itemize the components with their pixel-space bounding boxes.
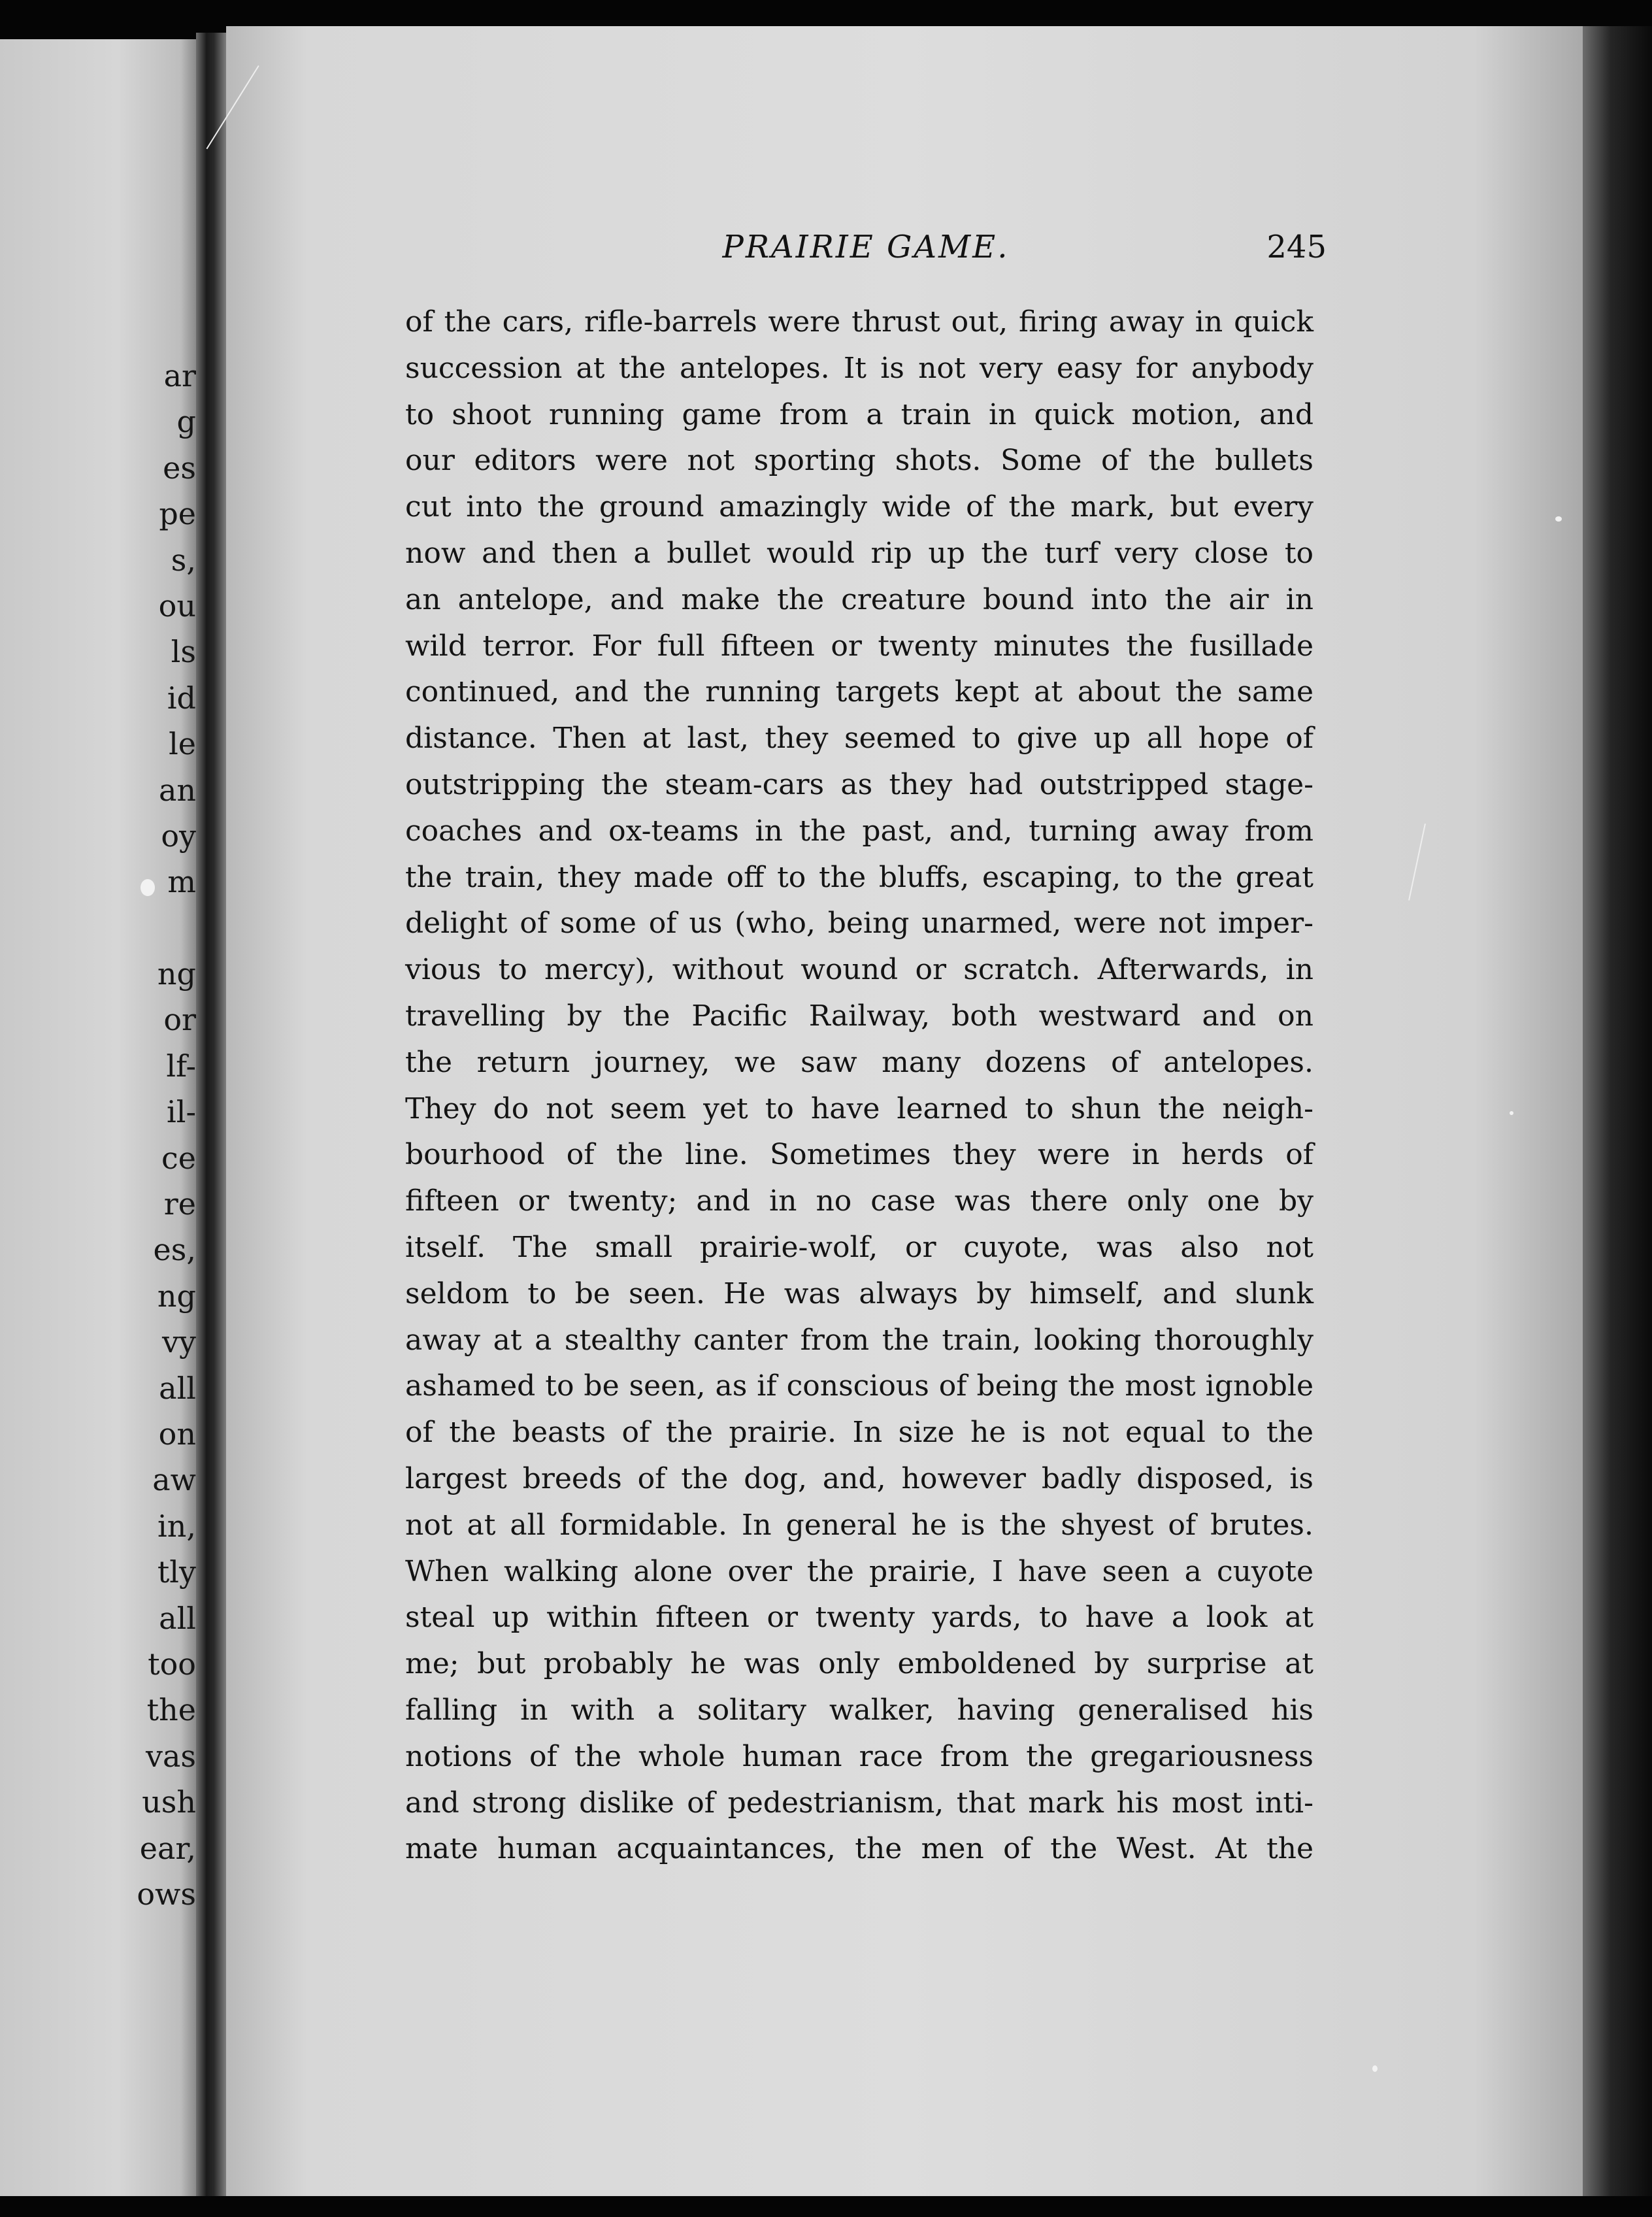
facing-page-fragment: le [169,726,196,762]
facing-page-fragment: es, [153,1232,196,1268]
facing-page-fragment: ush [142,1784,196,1820]
body-line: seldom to be seen. He was always by himself, and slunk [405,1276,1313,1310]
facing-page-fragment: oy [161,818,196,854]
body-line: now and then a bullet would rip up the turf very close to [405,536,1313,570]
body-line: me; but probably he was only emboldened by surprise at [405,1647,1313,1681]
facing-page-fragment: ce [161,1140,196,1176]
body-line: continued, and the running targets kept at about the same [405,675,1313,709]
body-line: succession at the antelopes. It is not very easy for anybody [405,351,1313,385]
body-line: largest breeds of the dog, and, however badly disposed, is [405,1461,1313,1495]
facing-page-left [0,39,196,2196]
book-gutter [196,33,226,2196]
facing-page-fragment: ng [157,1278,196,1314]
running-head [405,229,1327,275]
facing-page-fragment: tly [157,1554,196,1590]
body-line: distance. Then at last, they seemed to give up all hope of [405,722,1313,756]
body-line: cut into the ground amazingly wide of the mark, but every [405,490,1313,524]
body-line: coaches and ox-teams in the past, and, turning away from [405,814,1313,848]
facing-page-fragment: too [148,1646,196,1682]
running-head-title: PRAIRIE GAME. [722,229,1010,265]
facing-page-fragment: ng [157,956,196,992]
body-line: They do not seem yet to have learned to shun the neigh- [405,1092,1313,1125]
facing-page-fragment: ls [171,634,196,670]
body-line: our editors were not sporting shots. Some of the bullets [405,444,1313,478]
facing-page-fragment: ar [163,358,196,393]
facing-page-fragment: vas [145,1738,196,1774]
facing-page-fragment: s, [171,542,196,578]
facing-page-fragment: ou [158,588,196,624]
body-line: itself. The small prairie-wolf, or cuyote, was also not [405,1230,1313,1264]
body-line: the train, they made off to the bluffs, escaping, to the great [405,860,1313,894]
facing-page-fragment: re [163,1186,196,1222]
body-line: not at all formidable. In general he is the shyest of brutes. [405,1508,1313,1542]
body-line: steal up within fifteen or twenty yards, to have a look at [405,1601,1313,1635]
body-line: wild terror. For full fifteen or twenty minutes the fusillade [405,629,1313,663]
facing-page-fragment: pe [159,496,196,532]
body-line: falling in with a solitary walker, having generalised his [405,1693,1313,1727]
body-line: bourhood of the line. Sometimes they were in herds of [405,1138,1313,1172]
body-line: ashamed to be seen, as if conscious of being the most ignoble [405,1369,1313,1403]
body-line: of the cars, rifle-barrels were thrust out, firing away in quick [405,305,1313,339]
scan-speck [1510,1111,1513,1115]
body-line: travelling by the Pacific Railway, both westward and on [405,999,1313,1033]
body-line: the return journey, we saw many dozens of antelopes. [405,1045,1313,1079]
body-text [405,299,1313,1873]
facing-page-fragment: the [146,1692,196,1728]
facing-page-fragment: id [167,680,196,716]
body-line: an antelope, and make the creature bound into the air in [405,582,1313,616]
facing-page-fragment: an [158,772,196,808]
scan-speck [140,879,155,896]
body-line: to shoot running game from a train in quick motion, and [405,397,1313,431]
body-line: outstripping the steam-cars as they had outstripped stage- [405,767,1313,801]
facing-page-fragment: es [163,450,196,486]
body-line: notions of the whole human race from the gregariousness [405,1739,1313,1773]
body-line: of the beasts of the prairie. In size he is not equal to the [405,1416,1313,1450]
body-line: vious to mercy), without wound or scratch. Afterwards, in [405,953,1313,987]
facing-page-fragment: ows [137,1876,196,1912]
facing-page-fragment: aw [152,1462,196,1498]
body-line: When walking alone over the prairie, I have seen a cuyote [405,1554,1313,1588]
facing-page-fragment: m [167,864,196,900]
page-edge-shadow [1583,26,1652,2196]
body-line: delight of some of us (who, being unarmed, were not imper- [405,907,1313,941]
body-line: away at a stealthy canter from the train, looking thoroughly [405,1323,1313,1357]
body-line: fifteen or twenty; and in no case was there only one by [405,1184,1313,1218]
facing-page-fragment: vy [162,1324,196,1360]
facing-page-fragment: in, [157,1508,196,1544]
page-number: 245 [1266,229,1327,265]
facing-page-fragment: g [176,404,196,440]
facing-page-fragment: or [163,1002,196,1038]
body-line: mate human acquaintances, the men of the West. At the [405,1832,1313,1866]
facing-page-fragment: all [159,1370,196,1406]
scan-speck [1555,516,1562,522]
facing-page-fragment: all [159,1600,196,1636]
facing-page-fragment: il- [167,1094,196,1130]
facing-page-text-fragments [137,353,196,1917]
scan-speck [1372,2065,1378,2072]
facing-page-fragment: ear, [139,1830,196,1866]
facing-page-fragment: lf- [166,1048,196,1084]
facing-page-fragment: on [158,1416,196,1452]
body-line: and strong dislike of pedestrianism, that mark his most inti- [405,1786,1313,1820]
